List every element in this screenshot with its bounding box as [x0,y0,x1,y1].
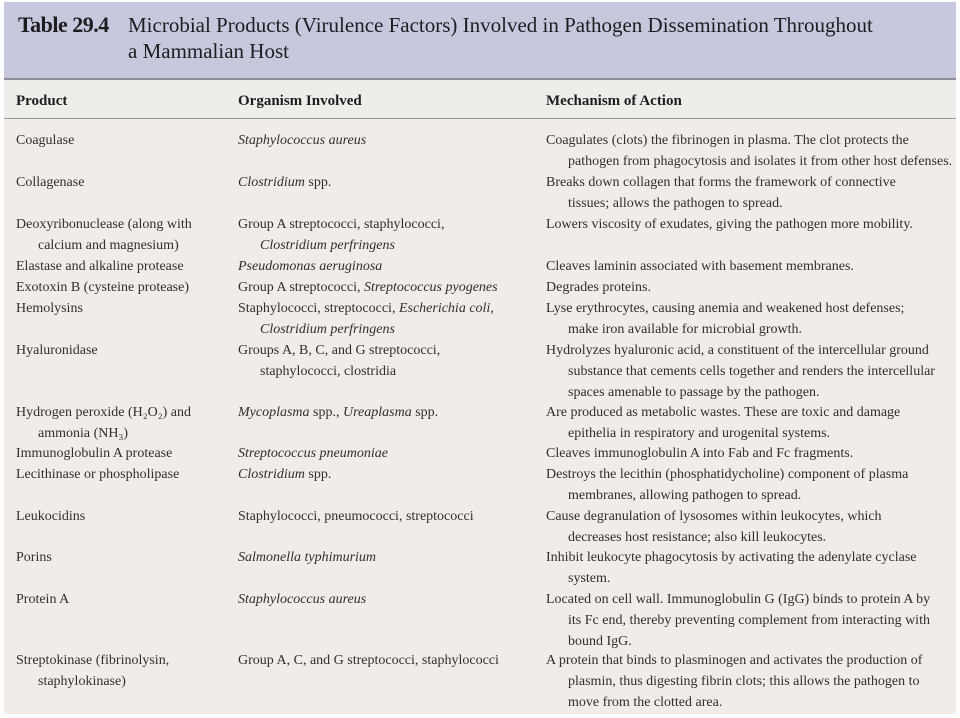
product-text: ammonia (NH₃) [38,426,129,441]
mechanism-cell [546,443,951,464]
organism-text: Group A streptococci, staphylococci, [238,217,445,232]
product-cell [16,130,231,151]
mechanism-cell [546,172,951,214]
mechanism-text: tissues; allows the pathogen to spread. [568,196,783,211]
organism-cell [238,650,538,671]
product-text: Immunoglobulin A protease [16,446,173,461]
mechanism-cell [546,547,951,589]
organism-cell [238,402,538,423]
mechanism-text: bound IgG. [568,634,632,649]
mechanism-text: Hydrolyzes hyaluronic acid, a constituent of the intercellular ground [546,343,929,358]
organism-cell [238,589,538,610]
mechanism-text: decreases host resistance; also kill leukocytes. [568,530,827,545]
organism-text: Staphylococci, streptococci, [238,301,399,316]
product-text: Lecithinase or phospholipase [16,467,180,482]
mechanism-text: Cleaves laminin associated with basement membranes. [546,259,854,274]
organism-text: Clostridium [238,467,305,482]
product-text: Streptokinase (fibrinolysin, [16,653,170,668]
mechanism-text: Lowers viscosity of exudates, giving the pathogen more mobility. [546,217,913,232]
organism-cell [238,130,538,151]
mechanism-text: Inhibit leukocyte phagocytosis by activating the adenylate cyclase [546,550,917,565]
organism-text: Groups A, B, C, and G streptococci, [238,343,441,358]
organism-cell [238,172,538,193]
organism-line [238,589,538,610]
mechanism-text: Located on cell wall. Immunoglobulin G (IgG) binds to protein A by [546,592,931,607]
mechanism-text: pathogen from phagocytosis and isolates it from other host defenses. [568,154,953,169]
mechanism-cell [546,277,951,298]
mechanism-text: Breaks down collagen that forms the framework of connective [546,175,896,190]
mechanism-cell [546,650,951,713]
organism-text: Clostridium [238,175,305,190]
organism-line [238,172,538,193]
organism-text: Salmonella typhimurium [238,550,377,565]
mechanism-text: Cleaves immunoglobulin A into Fab and Fc fragments. [546,446,854,461]
product-cell [16,256,231,277]
organism-text: Streptococcus pyogenes [363,280,498,295]
header-product: Product [16,93,68,109]
product-cell [16,214,231,256]
organism-line [238,402,538,423]
organism-text: Ureaplasma [343,405,412,420]
mechanism-text: Coagulates (clots) the fibrinogen in plasma. The clot protects the [546,133,909,148]
organism-text: staphylococci, clostridia [260,364,397,379]
organism-cell [238,256,538,277]
mechanism-text: system. [568,571,611,586]
table-caption [128,12,928,64]
product-text: Exotoxin B (cysteine protease) [16,280,190,295]
table-header-row [4,80,956,118]
mechanism-cell [546,402,951,444]
product-cell [16,443,231,464]
mechanism-cell [546,340,951,403]
organism-line [238,547,538,568]
product-text: Hemolysins [16,301,83,316]
organism-cell [238,464,538,485]
mechanism-cell [546,214,951,235]
mechanism-text: its Fc end, thereby preventing complement from interacting with [568,613,930,628]
organism-line [238,130,538,151]
organism-text: Staphylococcus aureus [238,592,367,607]
mechanism-text: make iron available for microbial growth. [568,322,803,337]
organism-text: Pseudomonas aeruginosa [238,259,383,274]
mechanism-text: move from the clotted area. [568,695,723,710]
mechanism-cell [546,589,951,652]
product-text: Hydrogen peroxide (H₂O₂) and [16,405,191,420]
header-organism: Organism Involved [238,93,362,109]
mechanism-text: A protein that binds to plasminogen and activates the production of [546,653,923,668]
mechanism-text: membranes, allowing pathogen to spread. [568,488,802,503]
organism-line [238,277,538,298]
mechanism-cell [546,506,951,548]
product-cell [16,547,231,568]
product-text: Coagulase [16,133,75,148]
organism-text: Staphylococci, pneumococci, streptococci [238,509,474,524]
product-cell [16,402,231,444]
organism-cell [238,443,538,464]
mechanism-text: plasmin, thus digesting fibrin clots; this allows the pathogen to [568,674,920,689]
mechanism-text: Lyse erythrocytes, causing anemia and weakened host defenses; [546,301,905,316]
organism-line [238,650,538,671]
mechanism-text: Cause degranulation of lysosomes within leukocytes, which [546,509,882,524]
organism-line [238,235,538,256]
organism-line [238,319,538,340]
mechanism-text: Are produced as metabolic wastes. These are toxic and damage [546,405,901,420]
product-text: Leukocidins [16,509,86,524]
product-cell [16,464,231,485]
table-caption-line-2: a Mammalian Host [128,39,289,63]
organism-line [238,464,538,485]
organism-text: spp., [309,405,343,420]
header-rule [4,118,956,119]
organism-cell [238,277,538,298]
product-text: calcium and magnesium) [38,238,179,253]
organism-cell [238,340,538,382]
organism-text: Staphylococcus aureus [238,133,367,148]
product-text: Porins [16,550,52,565]
organism-cell [238,298,538,340]
product-text: staphylokinase) [38,674,126,689]
organism-text: Clostridium perfringens [260,322,395,337]
organism-line [238,214,538,235]
product-cell [16,340,231,361]
organism-text: Group A streptococci, [238,280,364,295]
product-text: Elastase and alkaline protease [16,259,184,274]
mechanism-cell [546,130,951,172]
mechanism-text: Degrades proteins. [546,280,651,295]
mechanism-cell [546,464,951,506]
mechanism-text: spaces amenable to passage by the pathogen. [568,385,820,400]
organism-line [238,256,538,277]
organism-text: spp. [304,175,332,190]
textbook-page [4,2,956,714]
organism-text: Streptococcus pneumoniae [238,446,388,461]
organism-cell [238,214,538,256]
product-text: Protein A [16,592,70,607]
table-title-band [4,2,956,78]
organism-text: Escherichia coli, [398,301,494,316]
product-text: Hyaluronidase [16,343,98,358]
product-cell [16,277,231,298]
organism-line [238,361,538,382]
product-cell [16,298,231,319]
mechanism-text: Destroys the lecithin (phosphatidycholine) component of plasma [546,467,909,482]
product-cell [16,172,231,193]
mechanism-cell [546,298,951,340]
organism-line [238,298,538,319]
organism-line [238,340,538,361]
mechanism-text: substance that cements cells together and renders the intercellular [568,364,935,379]
product-text: Deoxyribonuclease (along with [16,217,192,232]
organism-line [238,443,538,464]
mechanism-cell [546,256,951,277]
header-mechanism: Mechanism of Action [546,93,682,109]
organism-text: spp. [411,405,439,420]
mechanism-text: epithelia in respiratory and urogenital systems. [568,426,831,441]
organism-text: Mycoplasma [238,405,310,420]
product-cell [16,650,231,692]
organism-line [238,506,538,527]
product-text: Collagenase [16,175,85,190]
organism-text: spp. [304,467,332,482]
organism-cell [238,547,538,568]
table-caption-line-1: Microbial Products (Virulence Factors) Involved in Pathogen Dissemination Throughout [128,13,873,37]
product-cell [16,589,231,610]
organism-text: Clostridium perfringens [260,238,395,253]
table-number: Table 29.4 [18,12,109,37]
organism-text: Group A, C, and G streptococci, staphylococci [238,653,499,668]
product-cell [16,506,231,527]
organism-cell [238,506,538,527]
